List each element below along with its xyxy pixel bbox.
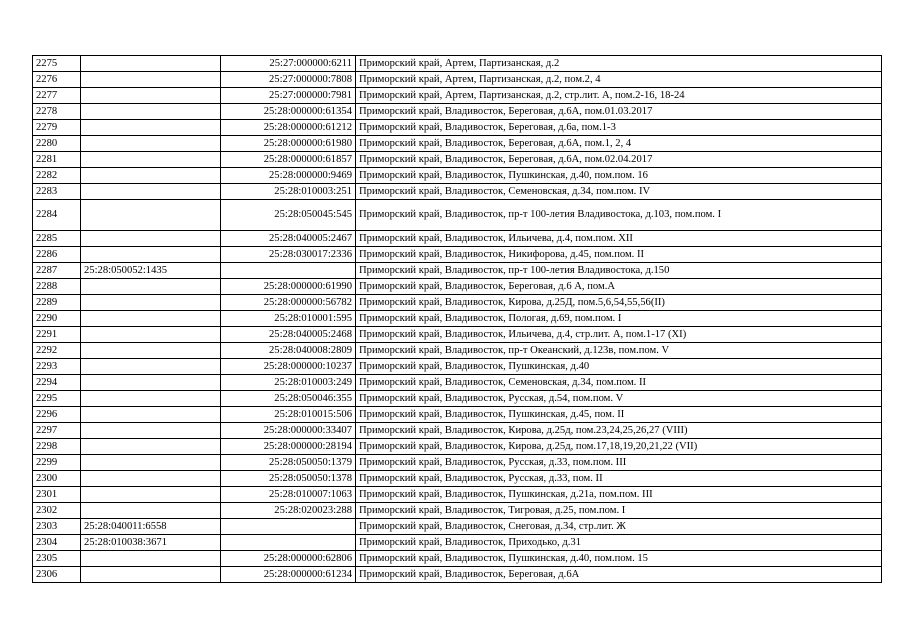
- row-number-cell: 2292: [33, 343, 81, 359]
- row-number-cell: 2304: [33, 535, 81, 551]
- address-cell: Приморский край, Владивосток, Кирова, д.25д, пом.23,24,25,26,27 (VIII): [356, 423, 882, 439]
- address-cell: Приморский край, Владивосток, Тигровая, д.25, пом.пом. I: [356, 503, 882, 519]
- cadastral-number-alt-cell: 25:28:000000:61354: [221, 104, 356, 120]
- cadastral-number-cell: 25:28:040011:6558: [81, 519, 221, 535]
- table-row: [33, 184, 882, 200]
- table-row: [33, 104, 882, 120]
- cadastral-number-alt-cell: 25:28:010003:251: [221, 184, 356, 200]
- cadastral-number-cell: [81, 231, 221, 247]
- cadastral-number-cell: [81, 551, 221, 567]
- cadastral-number-alt-cell: [221, 263, 356, 279]
- row-number-cell: 2298: [33, 439, 81, 455]
- address-cell: Приморский край, Артем, Партизанская, д.2: [356, 56, 882, 72]
- address-cell: Приморский край, Владивосток, Кирова, д.25д, пом.17,18,19,20,21,22 (VII): [356, 439, 882, 455]
- table-row: [33, 423, 882, 439]
- address-cell: Приморский край, Владивосток, Снеговая, д.34, стр.лит. Ж: [356, 519, 882, 535]
- table-row: [33, 535, 882, 551]
- row-number-cell: 2275: [33, 56, 81, 72]
- table-row: [33, 152, 882, 168]
- row-number-cell: 2283: [33, 184, 81, 200]
- address-cell: Приморский край, Владивосток, Пушкинская, д.40, пом.пом. 16: [356, 168, 882, 184]
- row-number-cell: 2288: [33, 279, 81, 295]
- table-row: [33, 168, 882, 184]
- cadastral-number-cell: [81, 343, 221, 359]
- cadastral-number-alt-cell: 25:28:030017:2336: [221, 247, 356, 263]
- address-cell: Приморский край, Владивосток, пр-т Океанский, д.123в, пом.пом. V: [356, 343, 882, 359]
- row-number-cell: 2295: [33, 391, 81, 407]
- row-number-cell: 2302: [33, 503, 81, 519]
- cadastral-number-alt-cell: 25:28:010001:595: [221, 311, 356, 327]
- table-row: [33, 375, 882, 391]
- cadastral-number-cell: [81, 359, 221, 375]
- address-cell: Приморский край, Владивосток, Пушкинская, д.40: [356, 359, 882, 375]
- row-number-cell: 2305: [33, 551, 81, 567]
- row-number-cell: 2276: [33, 72, 81, 88]
- cadastral-number-cell: [81, 567, 221, 583]
- table-row: [33, 231, 882, 247]
- address-cell: Приморский край, Владивосток, Семеновская, д.34, пом.пом. II: [356, 375, 882, 391]
- row-number-cell: 2282: [33, 168, 81, 184]
- row-number-cell: 2293: [33, 359, 81, 375]
- cadastral-number-alt-cell: 25:28:000000:9469: [221, 168, 356, 184]
- cadastral-number-alt-cell: 25:27:000000:6211: [221, 56, 356, 72]
- cadastral-number-cell: [81, 295, 221, 311]
- row-number-cell: 2280: [33, 136, 81, 152]
- table-row: [33, 136, 882, 152]
- cadastral-number-alt-cell: 25:28:050045:545: [221, 200, 356, 231]
- address-cell: Приморский край, Владивосток, Береговая, д.6А, пом.1, 2, 4: [356, 136, 882, 152]
- cadastral-number-cell: [81, 503, 221, 519]
- row-number-cell: 2299: [33, 455, 81, 471]
- address-cell: Приморский край, Владивосток, Береговая, д.6А, пом.02.04.2017: [356, 152, 882, 168]
- cadastral-number-alt-cell: 25:28:050050:1379: [221, 455, 356, 471]
- row-number-cell: 2290: [33, 311, 81, 327]
- table-row: [33, 279, 882, 295]
- row-number-cell: 2297: [33, 423, 81, 439]
- cadastral-number-alt-cell: 25:28:010015:506: [221, 407, 356, 423]
- cadastral-number-alt-cell: 25:28:000000:33407: [221, 423, 356, 439]
- cadastral-number-alt-cell: 25:28:050050:1378: [221, 471, 356, 487]
- cadastral-number-cell: [81, 88, 221, 104]
- table-row: [33, 567, 882, 583]
- row-number-cell: 2285: [33, 231, 81, 247]
- cadastral-number-cell: [81, 327, 221, 343]
- row-number-cell: 2281: [33, 152, 81, 168]
- cadastral-number-cell: [81, 120, 221, 136]
- table-row: [33, 263, 882, 279]
- table-row: [33, 407, 882, 423]
- cadastral-number-alt-cell: 25:27:000000:7981: [221, 88, 356, 104]
- cadastral-number-cell: [81, 184, 221, 200]
- cadastral-number-alt-cell: [221, 519, 356, 535]
- cadastral-number-cell: [81, 56, 221, 72]
- table-row: [33, 120, 882, 136]
- cadastral-number-alt-cell: 25:28:040005:2468: [221, 327, 356, 343]
- cadastral-number-cell: [81, 455, 221, 471]
- row-number-cell: 2291: [33, 327, 81, 343]
- cadastral-number-cell: [81, 423, 221, 439]
- table-row: [33, 72, 882, 88]
- table-row: [33, 487, 882, 503]
- row-number-cell: 2306: [33, 567, 81, 583]
- row-number-cell: 2278: [33, 104, 81, 120]
- address-cell: Приморский край, Владивосток, Никифорова, д.45, пом.пом. II: [356, 247, 882, 263]
- row-number-cell: 2303: [33, 519, 81, 535]
- table-row: [33, 391, 882, 407]
- table-row: [33, 311, 882, 327]
- cadastral-number-alt-cell: 25:28:000000:56782: [221, 295, 356, 311]
- cadastral-number-cell: [81, 391, 221, 407]
- row-number-cell: 2300: [33, 471, 81, 487]
- cadastral-number-cell: [81, 375, 221, 391]
- address-cell: Приморский край, Владивосток, Семеновская, д.34, пом.пом. IV: [356, 184, 882, 200]
- cadastral-number-cell: [81, 104, 221, 120]
- row-number-cell: 2279: [33, 120, 81, 136]
- address-cell: Приморский край, Владивосток, Береговая, д.6А, пом.01.03.2017: [356, 104, 882, 120]
- address-cell: Приморский край, Артем, Партизанская, д.2, стр.лит. А, пом.2-16, 18-24: [356, 88, 882, 104]
- row-number-cell: 2277: [33, 88, 81, 104]
- cadastral-number-alt-cell: 25:28:000000:61212: [221, 120, 356, 136]
- row-number-cell: 2301: [33, 487, 81, 503]
- address-cell: Приморский край, Владивосток, Русская, д.33, пом.пом. III: [356, 455, 882, 471]
- cadastral-number-cell: [81, 72, 221, 88]
- row-number-cell: 2289: [33, 295, 81, 311]
- cadastral-number-alt-cell: 25:28:020023:288: [221, 503, 356, 519]
- address-cell: Приморский край, Владивосток, пр-т 100-летия Владивостока, д.103, пом.пом. I: [356, 200, 882, 231]
- table-row: [33, 359, 882, 375]
- cadastral-number-alt-cell: 25:28:040005:2467: [221, 231, 356, 247]
- property-register-table: [32, 55, 882, 583]
- row-number-cell: 2284: [33, 200, 81, 231]
- cadastral-number-cell: [81, 200, 221, 231]
- address-cell: Приморский край, Артем, Партизанская, д.2, пом.2, 4: [356, 72, 882, 88]
- address-cell: Приморский край, Владивосток, Русская, д.54, пом.пом. V: [356, 391, 882, 407]
- cadastral-number-alt-cell: 25:28:000000:61990: [221, 279, 356, 295]
- cadastral-number-alt-cell: 25:27:000000:7808: [221, 72, 356, 88]
- table-row: [33, 295, 882, 311]
- address-cell: Приморский край, Владивосток, пр-т 100-летия Владивостока, д.150: [356, 263, 882, 279]
- cadastral-number-cell: [81, 311, 221, 327]
- cadastral-number-cell: 25:28:050052:1435: [81, 263, 221, 279]
- table-row: [33, 439, 882, 455]
- address-cell: Приморский край, Владивосток, Кирова, д.25Д, пом.5,6,54,55,56(II): [356, 295, 882, 311]
- address-cell: Приморский край, Владивосток, Пологая, д.69, пом.пом. I: [356, 311, 882, 327]
- cadastral-number-cell: [81, 152, 221, 168]
- cadastral-number-alt-cell: 25:28:000000:61857: [221, 152, 356, 168]
- table-row: [33, 327, 882, 343]
- table-row: [33, 88, 882, 104]
- table-body: [33, 56, 882, 583]
- address-cell: Приморский край, Владивосток, Ильичева, д.4, пом.пом. XII: [356, 231, 882, 247]
- row-number-cell: 2294: [33, 375, 81, 391]
- cadastral-number-cell: [81, 136, 221, 152]
- cadastral-number-cell: [81, 247, 221, 263]
- cadastral-number-alt-cell: 25:28:040008:2809: [221, 343, 356, 359]
- cadastral-number-alt-cell: 25:28:010007:1063: [221, 487, 356, 503]
- row-number-cell: 2286: [33, 247, 81, 263]
- cadastral-number-cell: [81, 279, 221, 295]
- table-row: [33, 56, 882, 72]
- cadastral-number-cell: 25:28:010038:3671: [81, 535, 221, 551]
- cadastral-number-cell: [81, 168, 221, 184]
- row-number-cell: 2296: [33, 407, 81, 423]
- cadastral-number-cell: [81, 439, 221, 455]
- address-cell: Приморский край, Владивосток, Пушкинская, д.45, пом. II: [356, 407, 882, 423]
- cadastral-number-alt-cell: 25:28:000000:61234: [221, 567, 356, 583]
- cadastral-number-alt-cell: 25:28:050046:355: [221, 391, 356, 407]
- table-row: [33, 503, 882, 519]
- address-cell: Приморский край, Владивосток, Береговая, д.6а, пом.1-3: [356, 120, 882, 136]
- cadastral-number-alt-cell: 25:28:000000:28194: [221, 439, 356, 455]
- table-row: [33, 455, 882, 471]
- cadastral-number-alt-cell: 25:28:000000:10237: [221, 359, 356, 375]
- cadastral-number-alt-cell: 25:28:000000:62806: [221, 551, 356, 567]
- table-row: [33, 247, 882, 263]
- table-row: [33, 551, 882, 567]
- table-row: [33, 519, 882, 535]
- cadastral-number-cell: [81, 487, 221, 503]
- row-number-cell: 2287: [33, 263, 81, 279]
- table-row: [33, 471, 882, 487]
- table-row: [33, 200, 882, 231]
- cadastral-number-alt-cell: [221, 535, 356, 551]
- table-row: [33, 343, 882, 359]
- address-cell: Приморский край, Владивосток, Пушкинская, д.21а, пом.пом. III: [356, 487, 882, 503]
- address-cell: Приморский край, Владивосток, Ильичева, д.4, стр.лит. А, пом.1-17 (XI): [356, 327, 882, 343]
- address-cell: Приморский край, Владивосток, Русская, д.33, пом. II: [356, 471, 882, 487]
- cadastral-number-cell: [81, 471, 221, 487]
- address-cell: Приморский край, Владивосток, Береговая, д.6А: [356, 567, 882, 583]
- address-cell: Приморский край, Владивосток, Пушкинская, д.40, пом.пом. 15: [356, 551, 882, 567]
- address-cell: Приморский край, Владивосток, Береговая, д.6 А, пом.А: [356, 279, 882, 295]
- cadastral-number-alt-cell: 25:28:000000:61980: [221, 136, 356, 152]
- cadastral-number-cell: [81, 407, 221, 423]
- cadastral-number-alt-cell: 25:28:010003:249: [221, 375, 356, 391]
- address-cell: Приморский край, Владивосток, Приходько, д.31: [356, 535, 882, 551]
